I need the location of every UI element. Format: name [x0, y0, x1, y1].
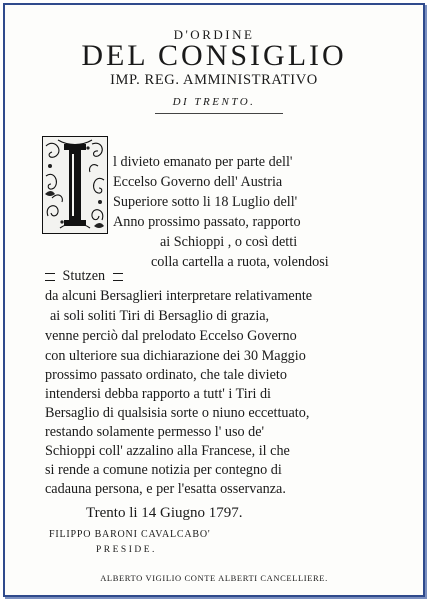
- header-subtitle: IMP. REG. AMMINISTRATIVO: [110, 72, 318, 88]
- stutzen-row: [45, 268, 123, 285]
- stutzen-dash-right: [113, 273, 123, 281]
- header-title: DEL CONSIGLIO: [81, 39, 347, 72]
- body-line-1: l divieto emanato per parte dell': [113, 154, 293, 170]
- body-line-14: restando solamente permesso l' uso de': [45, 424, 265, 440]
- header-city: DI TRENTO.: [172, 96, 256, 108]
- body-line-15: Schioppi coll' azzalino alla Francese, il che: [45, 443, 290, 459]
- decorated-initial-icon: [42, 136, 108, 234]
- signature-chancellor: ALBERTO VIGILIO CONTE ALBERTI CANCELLIERE.: [100, 573, 328, 583]
- document-frame: [3, 3, 425, 597]
- body-line-17: cadauna persona, e per l'esatta osservanza.: [45, 481, 286, 497]
- body-line-2: Eccelso Governo dell' Austria: [113, 174, 283, 190]
- stutzen-word: Stutzen: [62, 268, 106, 284]
- signature-title: PRESIDE.: [96, 545, 157, 555]
- body-line-12: intendersi debba rapporto a tutt' i Tiri di: [45, 386, 271, 402]
- body-line-11: prossimo passato ordinato, che tale divieto: [45, 367, 287, 383]
- initial-letter: [5, 5, 6, 6]
- body-line-5: ai Schioppi , o così detti: [160, 234, 298, 250]
- body-line-4: Anno prossimo passato, rapporto: [113, 214, 301, 230]
- header-rule: [155, 113, 283, 114]
- stutzen-dash-left: [45, 273, 55, 281]
- body-line-9: venne perciò dal prelodato Eccelso Governo: [45, 328, 297, 344]
- signature-name: FILIPPO BARONI CAVALCABO': [49, 529, 211, 540]
- body-line-7: da alcuni Bersaglieri interpretare relativamente: [45, 288, 313, 304]
- header-line-1: D'ORDINE: [173, 27, 255, 42]
- date-line: Trento li 14 Giugno 1797.: [86, 505, 243, 521]
- body-line-10: con ulteriore sua dichiarazione dei 30 Maggio: [45, 348, 306, 364]
- body-line-8: ai soli soliti Tiri di Bersaglio di grazia,: [50, 308, 270, 324]
- body-line-6: colla cartella a ruota, volendosi: [151, 254, 329, 270]
- body-line-13: Bersaglio di qualsisia sorte o niuno eccettuato,: [45, 405, 310, 421]
- body-line-16: si rende a comune notizia per contegno di: [45, 462, 282, 478]
- body-line-3: Superiore sotto li 18 Luglio dell': [113, 194, 298, 210]
